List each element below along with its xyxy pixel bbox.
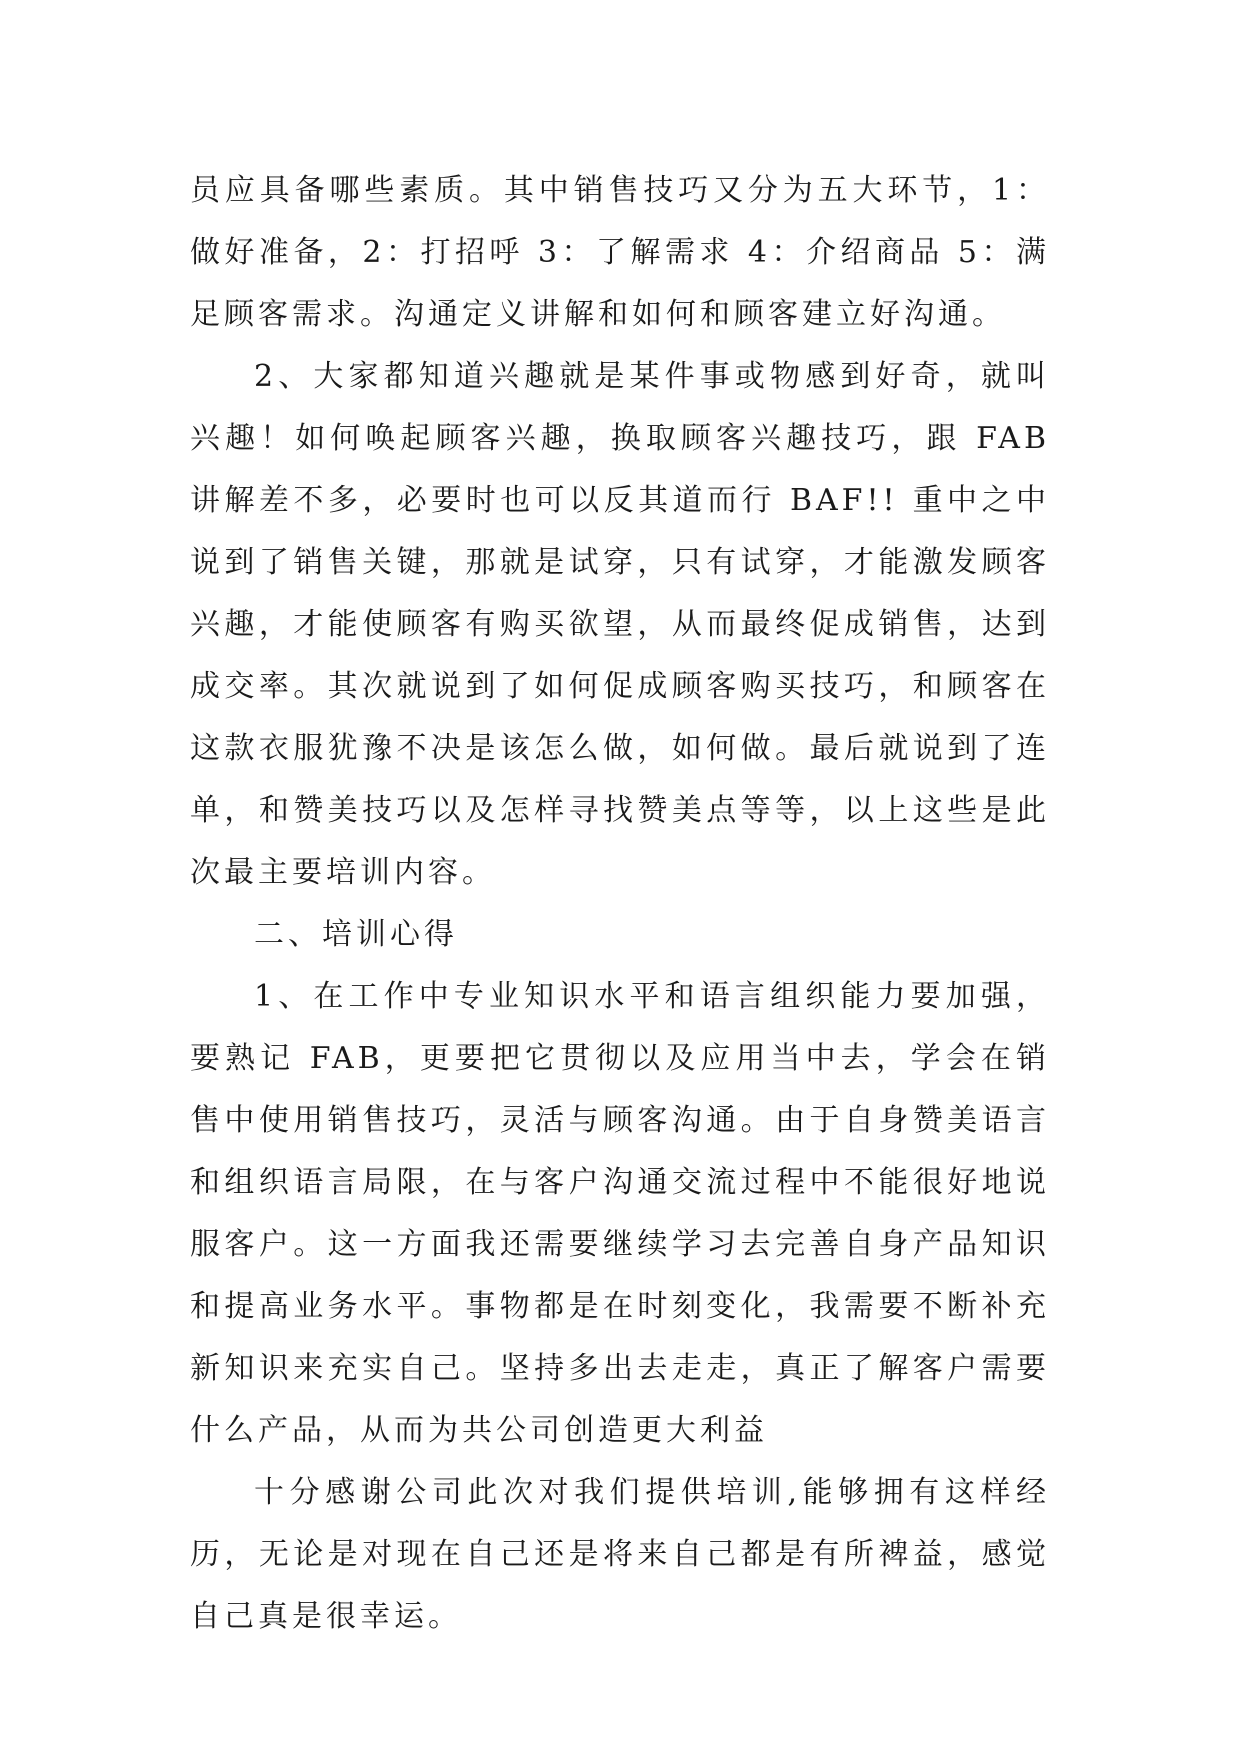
- paragraph-interest: 2、大家都知道兴趣就是某件事或物感到好奇，就叫兴趣！如何唤起顾客兴趣，换取顾客兴趣技巧，跟 FAB 讲解差不多，必要时也可以反其道而行 BAF!! 重中之中说到了销售关键，那就是试穿，只有试穿，才能激发顾客兴趣，才能使顾客有购买欲望，从而最终促成销售，达到成交率。其次就说到了如何促成顾客购买技巧，和顾客在这款衣服犹豫不决是该怎么做，如何做。最后就说到了连单，和赞美技巧以及怎样寻找赞美点等等，以上这些是此次最主要培训内容。: [190, 359, 1050, 890]
- paragraph-work-skills: 1、在工作中专业知识水平和语言组织能力要加强，要熟记 FAB，更要把它贯彻以及应用当中去，学会在销售中使用销售技巧，灵活与顾客沟通。由于自身赞美语言和组织语言局限，在与客户沟通交流过程中不能很好地说服客户。这一方面我还需要继续学习去完善自身产品知识和提高业务水平。事物都是在时刻变化，我需要不断补充新知识来充实自己。坚持多出去走走，真正了解客户需要什么产品，从而为共公司创造更大利益: [190, 979, 1050, 1448]
- document-body: [190, 160, 1050, 1648]
- paragraph-thanks: 十分感谢公司此次对我们提供培训,能够拥有这样经历，无论是对现在自己还是将来自己都是有所裨益，感觉自己真是很幸运。: [190, 1475, 1050, 1634]
- paragraph-continuation: 员应具备哪些素质。其中销售技巧又分为五大环节，1：做好准备，2：打招呼 3：了解需求 4：介绍商品 5：满足顾客需求。沟通定义讲解和如何和顾客建立好沟通。: [190, 173, 1050, 332]
- section-heading-training-insights: 二、培训心得: [254, 917, 458, 952]
